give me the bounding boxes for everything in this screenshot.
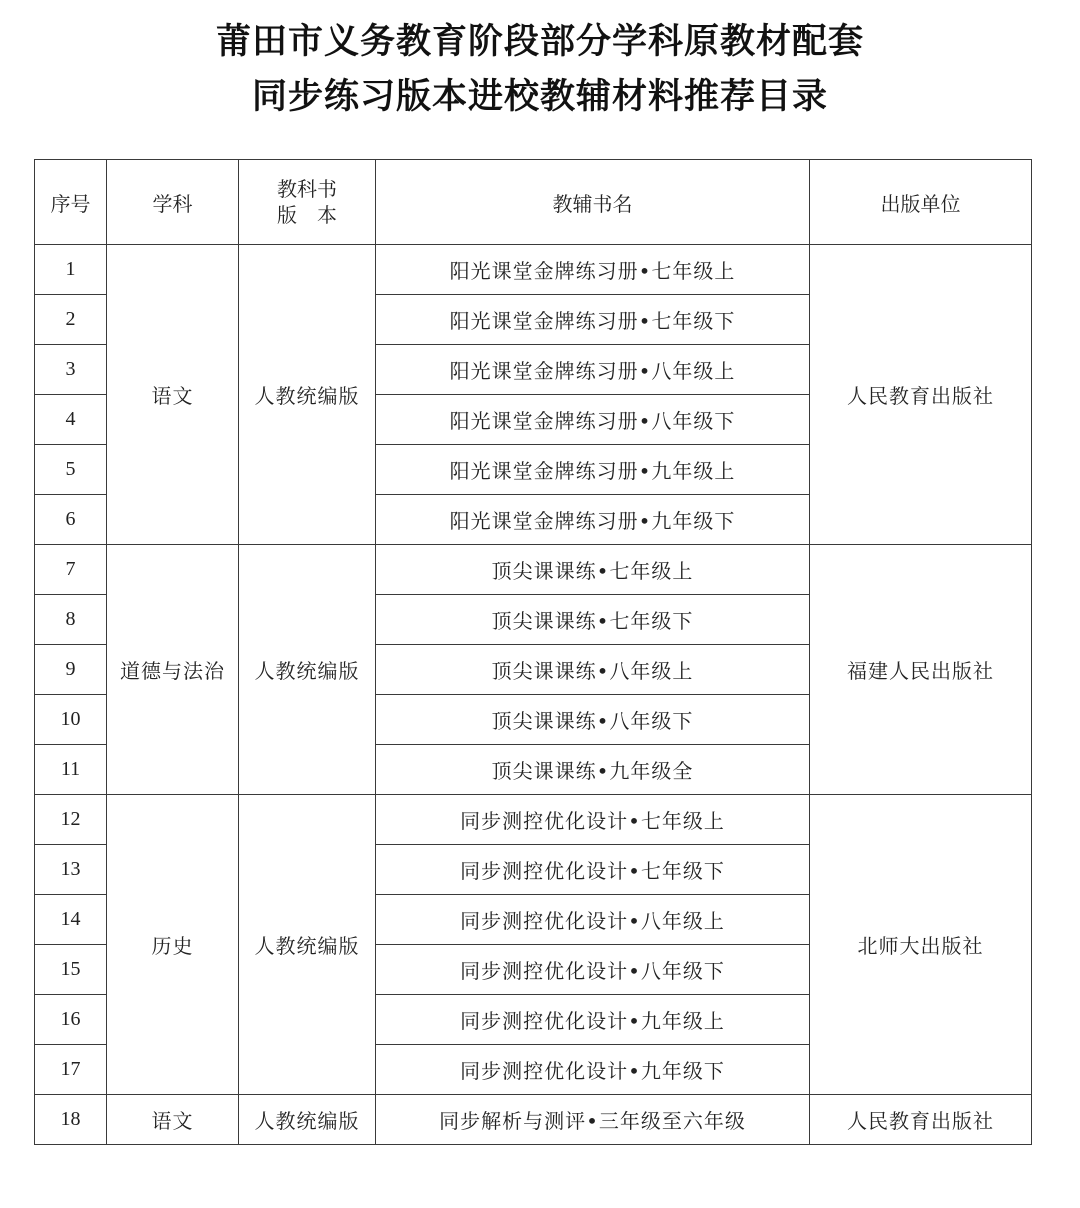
book-title: 顶尖课课练•七年级上 [376,545,810,595]
row-index: 2 [35,295,107,345]
row-index: 14 [35,895,107,945]
header-edition-line-1: 教科书 [277,177,337,201]
subject-cell: 道德与法治 [107,545,239,795]
subject-cell: 语文 [107,245,239,545]
book-title: 同步测控优化设计•九年级上 [376,995,810,1045]
row-index: 12 [35,795,107,845]
document-title-line-2: 同步练习版本进校教辅材料推荐目录 [251,77,828,117]
book-title: 同步测控优化设计•九年级下 [376,1045,810,1095]
row-index: 9 [35,645,107,695]
table-body [35,245,1032,1145]
edition-cell: 人教统编版 [239,795,376,1095]
row-index: 3 [35,345,107,395]
book-title: 阳光课堂金牌练习册•九年级上 [376,445,810,495]
row-index: 6 [35,495,107,545]
book-title: 顶尖课课练•八年级下 [376,695,810,745]
book-title: 阳光课堂金牌练习册•八年级下 [376,395,810,445]
header-edition-line-2: 版 本 [277,203,337,227]
book-title: 顶尖课课练•八年级上 [376,645,810,695]
publisher-cell: 人民教育出版社 [810,1095,1032,1145]
edition-cell: 人教统编版 [239,1095,376,1145]
subject-cell: 语文 [107,1095,239,1145]
book-title: 同步测控优化设计•七年级上 [376,795,810,845]
book-title: 阳光课堂金牌练习册•九年级下 [376,495,810,545]
book-title: 阳光课堂金牌练习册•七年级上 [376,245,810,295]
table-row [35,245,1032,295]
table-row [35,545,1032,595]
header-index: 序号 [35,160,107,245]
row-index: 8 [35,595,107,645]
row-index: 16 [35,995,107,1045]
book-title: 同步测控优化设计•八年级上 [376,895,810,945]
row-index: 5 [35,445,107,495]
row-index: 17 [35,1045,107,1095]
row-index: 7 [35,545,107,595]
row-index: 10 [35,695,107,745]
edition-cell: 人教统编版 [239,545,376,795]
book-title: 阳光课堂金牌练习册•八年级上 [376,345,810,395]
catalog-table [34,159,1032,1145]
publisher-cell: 福建人民出版社 [810,545,1032,795]
header-edition [239,160,376,245]
row-index: 18 [35,1095,107,1145]
book-title: 阳光课堂金牌练习册•七年级下 [376,295,810,345]
header-book: 教辅书名 [376,160,810,245]
row-index: 15 [35,945,107,995]
book-title: 顶尖课课练•九年级全 [376,745,810,795]
publisher-cell: 人民教育出版社 [810,245,1032,545]
row-index: 1 [35,245,107,295]
row-index: 11 [35,745,107,795]
book-title: 顶尖课课练•七年级下 [376,595,810,645]
publisher-cell: 北师大出版社 [810,795,1032,1095]
book-title: 同步测控优化设计•七年级下 [376,845,810,895]
table-row [35,795,1032,845]
table-row [35,1095,1032,1145]
row-index: 13 [35,845,107,895]
subject-cell: 历史 [107,795,239,1095]
document-title-line-1: 莆田市义务教育阶段部分学科原教材配套 [215,22,864,62]
book-title: 同步解析与测评•三年级至六年级 [376,1095,810,1145]
book-title: 同步测控优化设计•八年级下 [376,945,810,995]
header-publisher: 出版单位 [810,160,1032,245]
edition-cell: 人教统编版 [239,245,376,545]
table-header-row [35,160,1032,245]
header-subject: 学科 [107,160,239,245]
row-index: 4 [35,395,107,445]
